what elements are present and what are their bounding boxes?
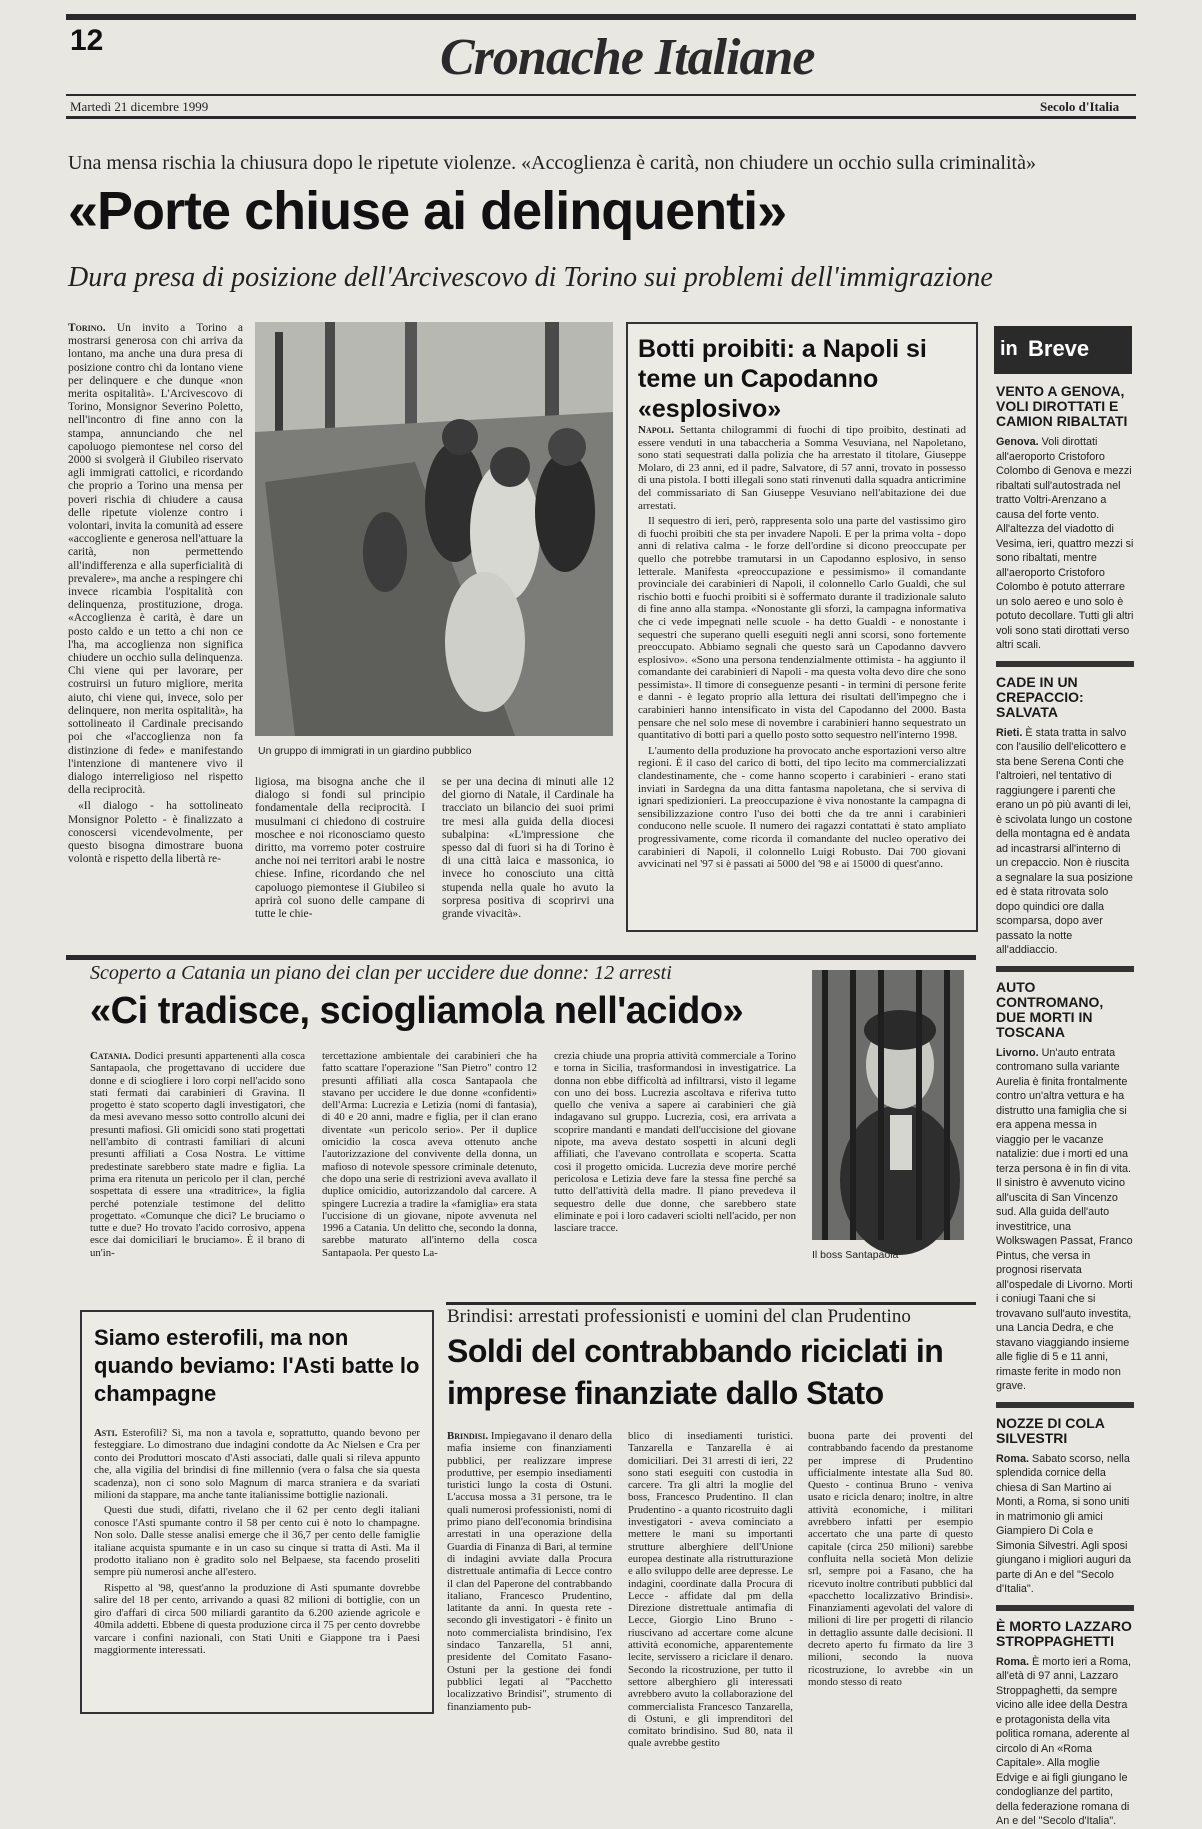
in-breve-title: Breve bbox=[1028, 336, 1090, 361]
main-col-3 bbox=[442, 776, 614, 931]
botti-box bbox=[626, 322, 978, 932]
asti-p1: Esterofili? Sì, ma non a tavola e, soprattutto, quando bevono per festeggiare. Lo dimostrano due indagini condotte da Ac Nielsen e Cra per conto dei Produttori moscato d'Asti associati, dalle quali si rileva appunto che, alla vigilia del brindisi di fine millennio (vera o falsa che sia questa scadenza), non ci sono solo Magnum di marca straniera e da svariati milioni da stappare, ma anche tante italianissime bottiglie nazionali. bbox=[94, 1427, 421, 1502]
catania-col-3-text: crezia chiude una propria attività commerciale a Torino e torna in Sicilia, trasformandosi in investigatrice. La donna non ebbe difficoltà ad infiltrarsi, visto il legame con uno dei boss. Lucrezia ascoltava e riferiva tutto quello che veniva a sapere ai carabinieri che già indagavano sul gruppo. Lucrezia, così, era arrivata a scoprire mandanti e mandati dell'uccisione del giovane nipote, ma aveva destato sospetti in alcuni degli affiliati, che l'avevano controllata e scoperta. Scatta così il progetto omicida. Lucrezia deve morire perché pericolosa e Letizia deve fare la stessa fine perché sa tutto dell'attività della madre. Il piano prevedeva il sequestro delle due donne, che sarebbero state eliminate e poi i loro cadaveri sciolti nell'acido, per non lasciare tracce. bbox=[554, 1050, 796, 1235]
santapaola-caption: Il boss Santapaola bbox=[812, 1249, 899, 1261]
main-col-2-text: ligiosa, ma bisogna anche che il dialogo si fondi sul principio fondamentale della reciprocità. I musulmani ci chiedono di costruire moschee e noi riconosciamo questo diritto, ma vorremo poter costruire anche noi nei territori arabi le nostre chiese. Infine, ricordando che nel capoluogo piemontese il Giubileo si aprirà col suono delle campane di tutte le chie- bbox=[255, 776, 425, 921]
breve-item-dateline: Roma. bbox=[996, 1452, 1029, 1465]
brindisi-col-2 bbox=[628, 1430, 793, 1750]
botti-p2: Il sequestro di ieri, però, rappresenta solo una parte del vastissimo giro di fuochi proibiti che sta per invadere Napoli. E per la prima volta - dopo anni di relativa calma - le forze dell'ordine si dicono preoccupate per quello che potrebbe tramutarsi in un Capodanno esplosivo, in senso letterale. Manifesta «preoccupazione e pessimismo» il comandante provinciale dei carabinieri di Napoli, il colonnello Carlo Gualdi, che sul rischio botti e fuochi proibiti si è soffermato durante il tradizionale saluto di fine anno alla stampa. «Nonostante gli sforzi, la campagna informativa che ci vede impegnati nelle scuole - ha detto Gualdi - e nonostante i sequestri che superano quelli eseguiti negli anni scorsi, sono fortemente preoccupato. Abbiamo segnali che questo sarà un Capodanno davvero esplosivo». «Sono una persona tendenzialmente ottimista - ha aggiunto il comandante dei carabinieri di Napoli - ma questa volta devo dire che sono pessimista». Il timore di conseguenze pesanti - in termini di persone ferite e danni - è legato proprio alla lettura dei risultati dell'impegno che i carabinieri hanno intensificato in vista del Capodanno del 2000. Basta pensare che nel solo mese di novembre i carabinieri hanno sequestrato un quantitativo di botti pari a quello posto sotto sequestro nell'interno 1998. bbox=[638, 515, 966, 742]
brindisi-dateline: Brindisi. bbox=[447, 1430, 489, 1442]
brindisi-headline: Soldi del contrabbando riciclati in imprese finanziate dallo Stato bbox=[447, 1333, 944, 1411]
breve-item-text: Sabato scorso, nella splendida cornice della chiesa di San Martino ai Monti, a Roma, si sono uniti in matrimonio gli amici Giampiero Di Cola e Simonia Silvestri. Agli sposi giungano i migliori auguri da parte di An e del "Secolo d'Italia". bbox=[996, 1452, 1132, 1595]
botti-headline: Botti proibiti: a Napoli si teme un Capodanno «esplosivo» bbox=[638, 335, 927, 423]
breve-item-title: AUTO CONTROMANO, DUE MORTI IN TOSCANA bbox=[996, 978, 1104, 1040]
breve-item-title: È MORTO LAZZARO STROPPAGHETTI bbox=[996, 1617, 1132, 1649]
breve-item-dateline: Genova. bbox=[996, 436, 1039, 448]
immigrants-photo-image bbox=[255, 322, 613, 736]
page-number: 12 bbox=[70, 24, 104, 57]
breve-separator bbox=[996, 1605, 1134, 1611]
main-col-1 bbox=[68, 322, 243, 927]
breve-item bbox=[996, 980, 1134, 1394]
photo-caption: Un gruppo di immigrati in un giardino pubblico bbox=[258, 745, 472, 757]
botti-p3: L'aumento della produzione ha provocato anche esportazioni verso altre regioni. È il caso del carico di botti, del tipo lecito ma commercializzati clandestinamente, che - come hanno scoperto i carabinieri - erano stati inviati in Sardegna da una ditta fantasma napoletana, che si serviva di ignari spedizionieri. La preoccupazione è viva nonostante la campagna di sensibilizzazione contro l'uso dei botti che da tre anni i carabinieri conducono nelle scuole. Il numero dei ragazzi contattati è stato ampliato progressivamente, come ricorda il comandante del nucleo operativo dei carabinieri di Napoli, il colonnello Luigi Robusto. Dai 700 giovani avvicinati nel '97 si è passati ai 5000 del '98 e ai 15000 di quest'anno. bbox=[638, 744, 966, 871]
asti-p3: Rispetto al '98, quest'anno la produzione di Asti spumante dovrebbe salire del 18 per cento, arrivando a quasi 82 milioni di bottiglie, con un giro d'affari di circa 500 miliardi garantito da 6.200 aziende agricole e 40mila addetti. Ebbene di questa produzione circa il 75 per cento dovrebbe varcare i confini nazionali, con Stati Uniti e Giappone tra i Paesi maggiormente interessati. bbox=[94, 1581, 420, 1656]
asti-headline: Siamo esterofili, ma non quando beviamo: l'Asti batte lo champagne bbox=[94, 1325, 420, 1406]
breve-item-text: È morto ieri a Roma, all'età di 97 anni, Lazzaro Stroppaghetti, da sempre vicino alle idee della Destra e protagonista della vita politica romana, aderente al circolo di An «Roma Capitale». Alla moglie Edvige e ai figli giungano le condoglianze del partito, della federazione romana di An e del "Secolo d'Italia". bbox=[996, 1655, 1132, 1827]
brindisi-col-3-text: buona parte dei proventi del contrabbando facendo da prestanome per imprese di Prudentino ufficialmente intestate alla Sud 80. Questo - continua Bruno - veniva usato e ricicla denaro; inoltre, in altre attività economiche, i militari avrebbero infatti per esempio accertato che una parte di questo capitale (circa 250 milioni) sarebbe confluita nella società Mon delizie srl, sempre poi a Fasano, che ha ricevuto inoltre contributi pubblici dal «pacchetto localizzativo Brindisi». Finanziamenti agevolati del valore di milioni di lire per progetti di rilancio in dettaglio assunte dalle decisioni. Il decreto aperto fu firmato da lire 3 milioni, secondo la nuova ricostruzione, lo avrebbe «in un mondo stesso di reato bbox=[808, 1430, 973, 1688]
breve-item-title: CADE IN UN CREPACCIO: SALVATA bbox=[996, 673, 1084, 720]
main-col-3-text: se per una decina di minuti alle 12 del giorno di Natale, il Cardinale ha tracciato un bilancio dei suoi primi tre mesi alla guida della diocesi subalpina: «L'impressione che spesso dal di fuori si ha di Torino è di una città laica e massonica, io invece ho conosciuto una città stupenda nella quale ho avuto la sorpresa positiva di scoprirvi una grande vivacità». bbox=[442, 776, 614, 921]
breve-item bbox=[996, 1619, 1134, 1829]
breve-separator bbox=[996, 966, 1134, 972]
catania-col-3 bbox=[554, 1050, 796, 1260]
breve-item bbox=[996, 384, 1134, 653]
header-rule-bottom bbox=[66, 116, 1136, 119]
asti-box bbox=[80, 1310, 434, 1714]
brindisi-col-1-text: Impiegavano il denaro della mafia insieme con finanziamenti pubblici, per realizzare imprese produttive, per esempio insediamenti turistici lungo la costa di Ostuni. L'accusa mossa a 31 persone, tra le quali numerosi professionisti, nomi di primo piano dell'economia brindisina arrestati in una operazione della Guardia di Finanza di Bari, al termine di indagini avviate dalla Procura distrettuale antimafia di Lecce contro il clan del Paperone del contrabbando italiano, Francesco Prudentino, latitante da anni. In questa rete - secondo gli investigatori - è finito un noto commercialista brindisino, l'ex sindaco Tanzarella, 51 anni, presidente del Comitato Fasano-Ostuni per la gestione dei fondi pubblici legati al "Pacchetto localizzativo Brindisi", strumento di finanziamento pub- bbox=[447, 1430, 612, 1713]
breve-item-text: Voli dirottati all'aeroporto Cristoforo Colombo di Genova e mezzi ribaltati sull'autostrada nel tratto Voltri-Arenzano a causa del forte vento. All'altezza del viadotto di Vesima, ieri, quattro mezzi si sono ribaltati, mentre all'aeroporto Cristoforo Colombo è potuto atterrare un solo aereo e uno solo è potuto decollare. Tutti gli altri voli sono stati dirottati verso altri scali. bbox=[996, 436, 1134, 651]
dateline: Torino. bbox=[68, 322, 106, 334]
brindisi-rule bbox=[446, 1302, 976, 1305]
catania-rule bbox=[66, 955, 976, 960]
breve-item-dateline: Livorno. bbox=[996, 1046, 1039, 1059]
section-title: Cronache Italiane bbox=[440, 29, 815, 86]
brindisi-col-1 bbox=[447, 1430, 612, 1713]
botti-p1: Settanta chilogrammi di fuochi di tipo proibito, destinati ad essere venduti in una tabaccheria a Somma Vesuviana, nel Napoletano, sono stati sequestrati dalla polizia che ha arrestato il titolare, Giuseppe Molaro, di 23 anni, ed il padre, Salvatore, di 57 anni, trovato in possesso di una pistola. I botti illegali sono stati rinvenuti dalla squadra anticrimine del commissariato di San Giuseppe Vesuviano nell'abitazione dei due arrestati. bbox=[638, 424, 967, 512]
main-kicker: Una mensa rischia la chiusura dopo le ripetute violenze. «Accoglienza è carità, non chiudere un occhio sulla criminalità» bbox=[68, 152, 1036, 174]
immigrants-photo bbox=[255, 322, 613, 736]
in-breve-badge bbox=[994, 326, 1132, 374]
issue-date: Martedì 21 dicembre 1999 bbox=[70, 99, 209, 114]
santapaola-photo bbox=[812, 970, 964, 1240]
botti-dateline: Napoli. bbox=[638, 424, 675, 436]
breve-separator bbox=[996, 661, 1134, 667]
main-col-2 bbox=[255, 776, 425, 931]
catania-dateline: Catania. bbox=[90, 1050, 131, 1062]
catania-headline: «Ci tradisce, sciogliamola nell'acido» bbox=[90, 990, 744, 1032]
breve-item-dateline: Rieti. bbox=[996, 726, 1023, 739]
breve-item-title: NOZZE DI COLA SILVESTRI bbox=[996, 1414, 1105, 1446]
breve-item-text: Un'auto entrata contromano sulla variante Aurelia è finita frontalmente contro un'altra vettura e ha distrutto una famiglia che si era appena messa in viaggio per le vacanze natalizie: due i morti ed una terza persona è in fin di vita. Il sinistro è avvenuto vicino all'uscita di San Vincenzo sud. Alla guida dell'auto investitrice, una Wolkswagen Passat, Franco Pintus, che versa in prognosi riservata all'ospedale di Livorno. Morti i coniugi Taani che si trovavano sull'auto investita, una Lancia Dedra, e che stavano viaggiando insieme alle figlie di 5 e 11 anni, rimaste ferite in modo non grave. bbox=[996, 1046, 1133, 1392]
main-col-1-text: Un invito a Torino a mostrarsi generosa con chi arriva da lontano, ma anche una dura presa di posizione contro chi da lontano viene per delinquere e che dunque «non merita ospitalità». L'Arcivescovo di Torino, Monsignor Severino Poletto, nell'incontro di fine anno con la stampa, annunciando che nel capoluogo piemontese nel corso del 2000 si svolgerà il Giubileo riservato agli immigrati cattolici, e ricordando che proprio a Torino una mensa per poveri rischia di chiudere a causa delle ripetute violenze contro i volontari, invita la comunità ad essere «accogliente e generosa nell'attuare la carità, non permettendo all'indifferenza e alla superficialità di prevalere», ma anche a respingere chi invece ricambia l'ospitalità con delinquenza, prostituzione, droga. «Accoglienza è carità, è dare un posto caldo e un tetto a chi non ce l'ha, ma accoglienza non significa chiudere un occhio sulla delinquenza. Chi viene qui per lavorare, per costruirsi un futuro migliore, merita aiuto, chi viene qui, invece, solo per delinquere, non merita ospitalità», ha sottolineato il Cardinale precisando poi che «l'accoglienza non fa distinzione di fede» e manifestando l'intenzione di mantenere vivo il dialogo interreligioso nel rispetto della reciprocità. bbox=[68, 322, 243, 797]
breve-item-title: VENTO A GENOVA, VOLI DIROTTATI E CAMION RIBALTATI bbox=[996, 383, 1128, 429]
catania-col-2 bbox=[322, 1050, 537, 1260]
breve-item bbox=[996, 675, 1134, 958]
breve-item-dateline: Roma. bbox=[996, 1655, 1029, 1668]
breve-item bbox=[996, 1416, 1134, 1597]
catania-col-1 bbox=[90, 1050, 305, 1260]
brindisi-col-2-text: blico di insediamenti turistici. Tanzarella e Tanzarella è ai domiciliari. Dei 31 arresti di ieri, 22 sono stati eseguiti con custodia in carcere. Tra gli altri la moglie del boss, Francesco Prudentino. Il clan Prudentino - a quanto ricostruito dagli investigatori - aveva cominciato a mettere le mani su importanti strutture alberghiere dell'Unione europea destinate alla ristrutturazione e allo sviluppo delle aree depresse. Le indagini, coordinate dalla Procura di Lecce - affidate dal pm della Direzione distrettuale antimafia di Lecce, Giorgio Lino Bruno - riuscivano ad accertare come alcune attività economiche, apparentemente lecite, servissero a riciclare il denaro. Secondo la ricostruzione, per tutto il settore alberghiero gli interessati avrebbero avuto la collaborazione del commercialista Francesco Tanzarella, di Ostuni, e gli imprenditori del comitato brindisino. Sud 80, nata il quale avrebbe gestito bbox=[628, 1430, 793, 1750]
catania-kicker: Scoperto a Catania un piano dei clan per uccidere due donne: 12 arresti bbox=[90, 962, 672, 984]
main-col-1b-text: «Il dialogo - ha sottolineato Monsignor Poletto - è finalizzato a conoscersi vicendevolmente, per questo bisogna dimostrare buona volontà e rispetto della libertà re- bbox=[68, 800, 243, 866]
asti-p2: Questi due studi, difatti, rivelano che il 62 per cento degli italiani conosce l'Asti spumante contro il 58 per cento cui è noto lo champagne. Non solo. Dalle stesse analisi emerge che il 36,7 per cento delle famiglie italiane acquista spumante e in un caso su cinque si tratta di Asti. Ma il prodotto italiano non è gradito solo nel Belpaese, sta facendo proseliti sempre più numerosi anche all'estero. bbox=[94, 1504, 420, 1579]
newspaper-name: Secolo d'Italia bbox=[1040, 99, 1120, 114]
top-rule bbox=[66, 14, 1136, 20]
botti-text bbox=[638, 424, 966, 922]
catania-col-2-text: tercettazione ambientale dei carabinieri che ha fatto scattare l'operazione "San Pietro" contro 12 presunti affiliati alla cosca Santapaola che stavano per uccidere le due donne «confidenti» dell'Arma: Lucrezia e Letizia (nomi di fantasia), di 40 e 20 anni, madre e figlia, per il clan erano diventate «un pericolo serio». Per il duplice omicidio la cosca aveva ottenuto anche l'autorizzazione del convivente della donna, un mafioso di notevole spessore criminale detenuto, che dopo una serie di restrizioni aveva avallato il duplice omicidio, autorizzandolo dal carcere. A spingere Lucrezia a tradire la «famiglia» era stata l'uccisione di un giovane, nipote avvenuta nel 1996 a Catania. Un delitto che, secondo la donna, sarebbe maturato all'interno della cosca Santapaola. Per questo La- bbox=[322, 1050, 537, 1259]
brindisi-col-3 bbox=[808, 1430, 973, 1705]
santapaola-photo-image bbox=[812, 970, 964, 1240]
breve-column bbox=[996, 383, 1134, 1827]
breve-item-text: È stata tratta in salvo con l'ausilio dell'elicottero e sta bene Serena Conti che l'altroieri, nel tentativo di raggiungere i parenti che erano un pò più avanti di lei, è scivolata lungo un costone della montagna ed è andata ad incastrarsi all'interno di un crepaccio. Non è riuscita a segnalare la sua posizione ed è stata ritrovata solo dopo quindici ore dalla scomparsa, dopo aver passato la notte all'addiaccio. bbox=[996, 726, 1133, 956]
catania-col-1-text: Dodici presunti appartenenti alla cosca Santapaola, che progettavano di uccidere due donne e di sciogliere i loro corpi nell'acido sono stati fermati dai carabinieri di Gravina. Il progetto è stato scoperto dagli investigatori, che da mesi avevano messo sotto controllo alcuni dei presunti mafiosi. Gli omicidi sono stati progettati nell'ambito di contrasti familiari di alcuni presunti affiliati a Cosa Nostra. Le vittime predestinate sarebbero state madre e figlia. La prima era ritenuta un pericolo per il clan, perché sospettata di essere una «traditrice», la figlia perché potenziale testimone del delitto progettato. «Comunque che dici? Le bruciamo o tutte e due? Ho trovato l'acido corrosivo, appena esce dai domiciliari le bruciamo». È il brano di un'in- bbox=[90, 1050, 305, 1259]
asti-dateline: Asti. bbox=[94, 1427, 118, 1439]
asti-text bbox=[94, 1427, 420, 1707]
breve-separator bbox=[996, 1402, 1134, 1408]
header-rule-top bbox=[66, 94, 1136, 96]
brindisi-kicker: Brindisi: arrestati professionisti e uomini del clan Prudentino bbox=[447, 1306, 911, 1327]
in-breve-in: in bbox=[1000, 338, 1018, 360]
main-headline: «Porte chiuse ai delinquenti» bbox=[68, 181, 787, 241]
main-subhead: Dura presa di posizione dell'Arcivescovo di Torino sui problemi dell'immigrazione bbox=[68, 262, 993, 293]
